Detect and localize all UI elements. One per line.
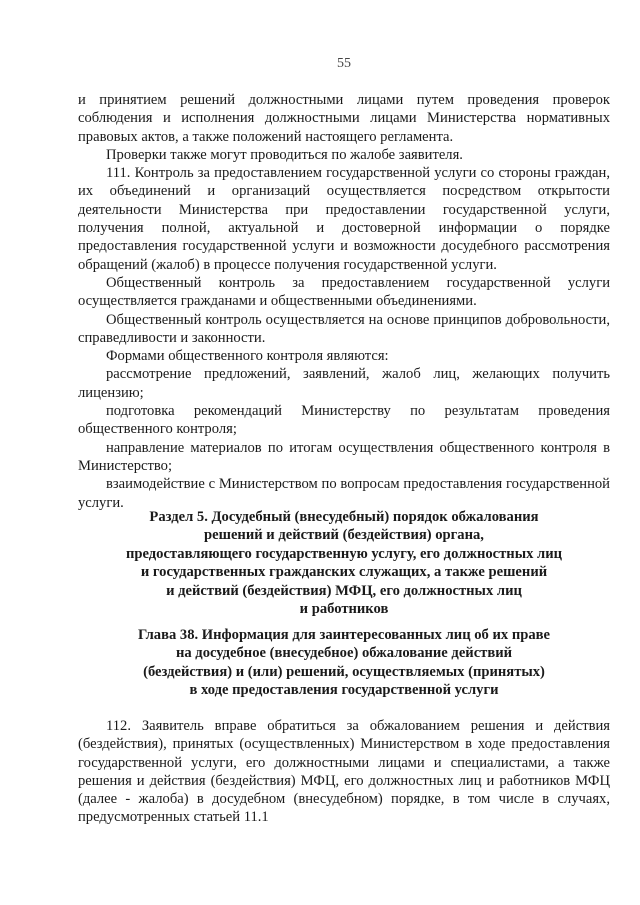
chapter-heading-line: в ходе предоставления государственной услуги — [189, 682, 499, 699]
paragraph-public-control: Общественный контроль за предоставлением государственной услуги осуществляется гражданами и общественными объединениями. — [78, 274, 610, 310]
list-item: взаимодействие с Министерством по вопросам предоставления государственной услуги. — [78, 476, 610, 511]
section-heading-line: решений и действий (бездействия) органа, — [204, 527, 484, 544]
section-heading-line: и работников — [299, 601, 389, 618]
paragraph-forms: Формами общественного контроля являются: — [106, 348, 389, 365]
chapter-heading — [78, 626, 610, 700]
final-text — [78, 717, 610, 827]
list-item: направление материалов по итогам осуществления общественного контроля в Министерство; — [78, 439, 610, 474]
body-text — [78, 91, 610, 512]
list-item: подготовка рекомендаций Министерству по результатам проведения общественного контроля; — [78, 403, 610, 438]
section-heading-line: Раздел 5. Досудебный (внесудебный) порядок обжалования — [149, 509, 539, 525]
chapter-heading-line: на досудебное (внесудебное) обжалование действий — [175, 645, 513, 662]
chapter-heading-line: Глава 38. Информация для заинтересованных лиц об их праве — [137, 627, 551, 643]
paragraph-inspections: Проверки также могут проводиться по жалобе заявителя. — [106, 146, 463, 163]
list-item: рассмотрение предложений, заявлений, жалоб лиц, желающих получить лицензию; — [78, 366, 610, 401]
section-heading-line: и государственных гражданских служащих, а также решений — [140, 564, 548, 581]
paragraph-111: 111. Контроль за предоставлением государственной услуги со стороны граждан, их объединений и организаций осуществляется посредством открытости деятельности Министерства при предоставлении государственной услуги, получения полной, актуальной и достоверной информации о порядке предоставления государственной услуги и возможности досудебного рассмотрения обращений (жалоб) в процессе получения государственной услуги. — [78, 165, 610, 273]
paragraph-principles: Общественный контроль осуществляется на основе принципов добровольности, справедливости и законности. — [78, 311, 610, 346]
section-heading — [78, 508, 610, 618]
paragraph-112: 112. Заявитель вправе обратиться за обжалованием решения и действия (бездействия), принятых (осуществленных) Министерством в ходе предоставления государственной услуги, его должностными лицами и специалистами, а также решения и действия (бездействия) МФЦ, его должностных лиц и работников МФЦ (далее - жалоба) в досудебном (внесудебном) порядке, в том числе в случаях, предусмотренных статьей 11.1 — [78, 718, 610, 826]
page-number: 55 — [337, 56, 351, 71]
chapter-heading-line: (бездействия) и (или) решений, осуществляемых (принятых) — [143, 663, 545, 680]
paragraph-continuation: и принятием решений должностными лицами путем проведения проверок соблюдения и исполнения должностными лицами Министерства нормативных правовых актов, а также положений настоящего регламента. — [78, 92, 610, 145]
section-heading-line: и действий (бездействия) МФЦ, его должностных лиц — [166, 582, 522, 599]
section-heading-line: предоставляющего государственную услугу, его должностных лиц — [125, 545, 563, 562]
